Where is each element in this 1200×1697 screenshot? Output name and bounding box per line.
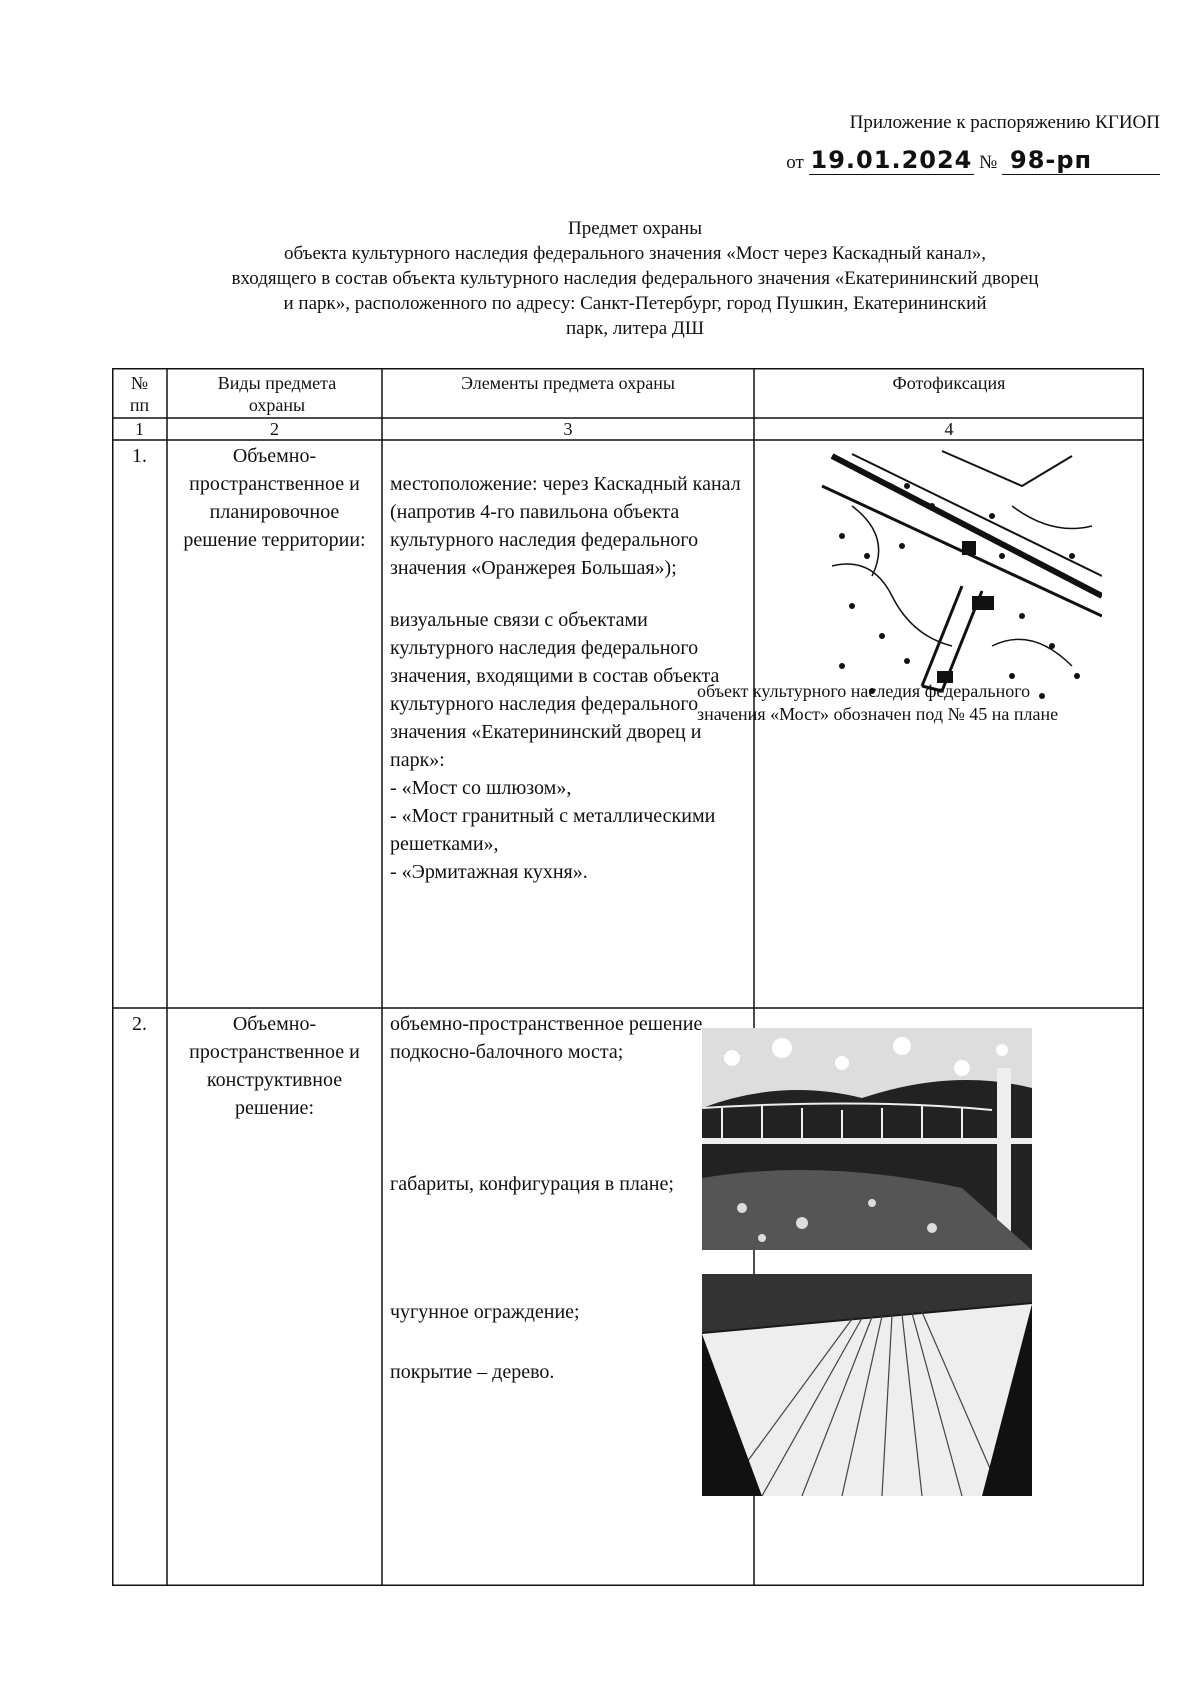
header-col-elements: Элементы предмета охраны	[461, 373, 675, 393]
row-2-number: 2.	[132, 1013, 147, 1035]
row-2-element-railing: чугунное ограждение;	[390, 1301, 580, 1323]
row-1-type: Объемно-пространственное и планировочное решение территории:	[183, 445, 366, 551]
appendix-number-sign: №	[979, 152, 998, 173]
row-1-elements	[390, 470, 750, 886]
row-1-element-visual-links: визуальные связи с объектами культурного наследия федерального значения, входящими в состав объекта культурного наследия федерального значения «Екатерининский дворец и парк»:	[390, 609, 720, 771]
heading-line-1: Предмет охраны	[568, 218, 702, 239]
header-col-number	[112, 372, 167, 416]
row-1-element-location: местоположение: через Каскадный канал (напротив 4-го павильона объекта культурного наследия федерального значения «Оранжерея Большая»);	[390, 473, 741, 579]
heading-line-4: и парк», расположенного по адресу: Санкт-Петербург, город Пушкин, Екатерининский	[283, 293, 987, 314]
row-1-element-list-item: - «Мост со шлюзом»,	[390, 777, 572, 799]
site-plan-caption: объект культурного наследия федерального значения «Мост» обозначен под № 45 на плане	[697, 681, 1059, 724]
heading-line-3: входящего в состав объекта культурного наследия федерального значения «Екатерининский дворец	[231, 268, 1039, 289]
appendix-number: 98-рп	[1002, 146, 1160, 175]
appendix-date: 19.01.2024	[810, 146, 973, 174]
document-heading	[120, 216, 1150, 341]
appendix-title: Приложение к распоряжению КГИОП	[849, 112, 1160, 133]
row-2-element-dimensions: габариты, конфигурация в плане;	[390, 1173, 674, 1195]
appendix-from-label: от	[786, 152, 804, 173]
index-1: 1	[135, 419, 144, 439]
row-2-element-deck: покрытие – дерево.	[390, 1361, 555, 1383]
index-3: 3	[563, 419, 573, 439]
bridge-deck-photo	[702, 1274, 1032, 1496]
row-2-type: Объемно-пространственное и конструктивное решение:	[189, 1013, 360, 1119]
header-col-photo: Фотофиксация	[892, 373, 1006, 393]
index-2: 2	[270, 419, 279, 439]
header-col-type: Виды предмета охраны	[217, 373, 337, 415]
heading-line-5: парк, литера ДШ	[565, 318, 705, 339]
row-1-element-list-item: - «Мост гранитный с металлическими решетками»,	[390, 805, 716, 855]
row-2-element-volume: объемно-пространственное решение подкосно-балочного моста;	[390, 1013, 703, 1063]
bridge-railing-photo	[702, 1028, 1032, 1250]
header-number-sign: №	[130, 373, 149, 393]
protection-table	[112, 368, 1144, 1586]
index-4: 4	[944, 419, 954, 439]
row-1-element-list-item: - «Эрмитажная кухня».	[390, 861, 588, 883]
appendix-reference	[620, 146, 1160, 175]
header-number-abbr: пп	[129, 395, 150, 415]
heading-line-2: объекта культурного наследия федерального значения «Мост через Каскадный канал»,	[283, 243, 987, 264]
site-plan-image	[812, 446, 1102, 714]
row-1-number: 1.	[132, 445, 147, 467]
